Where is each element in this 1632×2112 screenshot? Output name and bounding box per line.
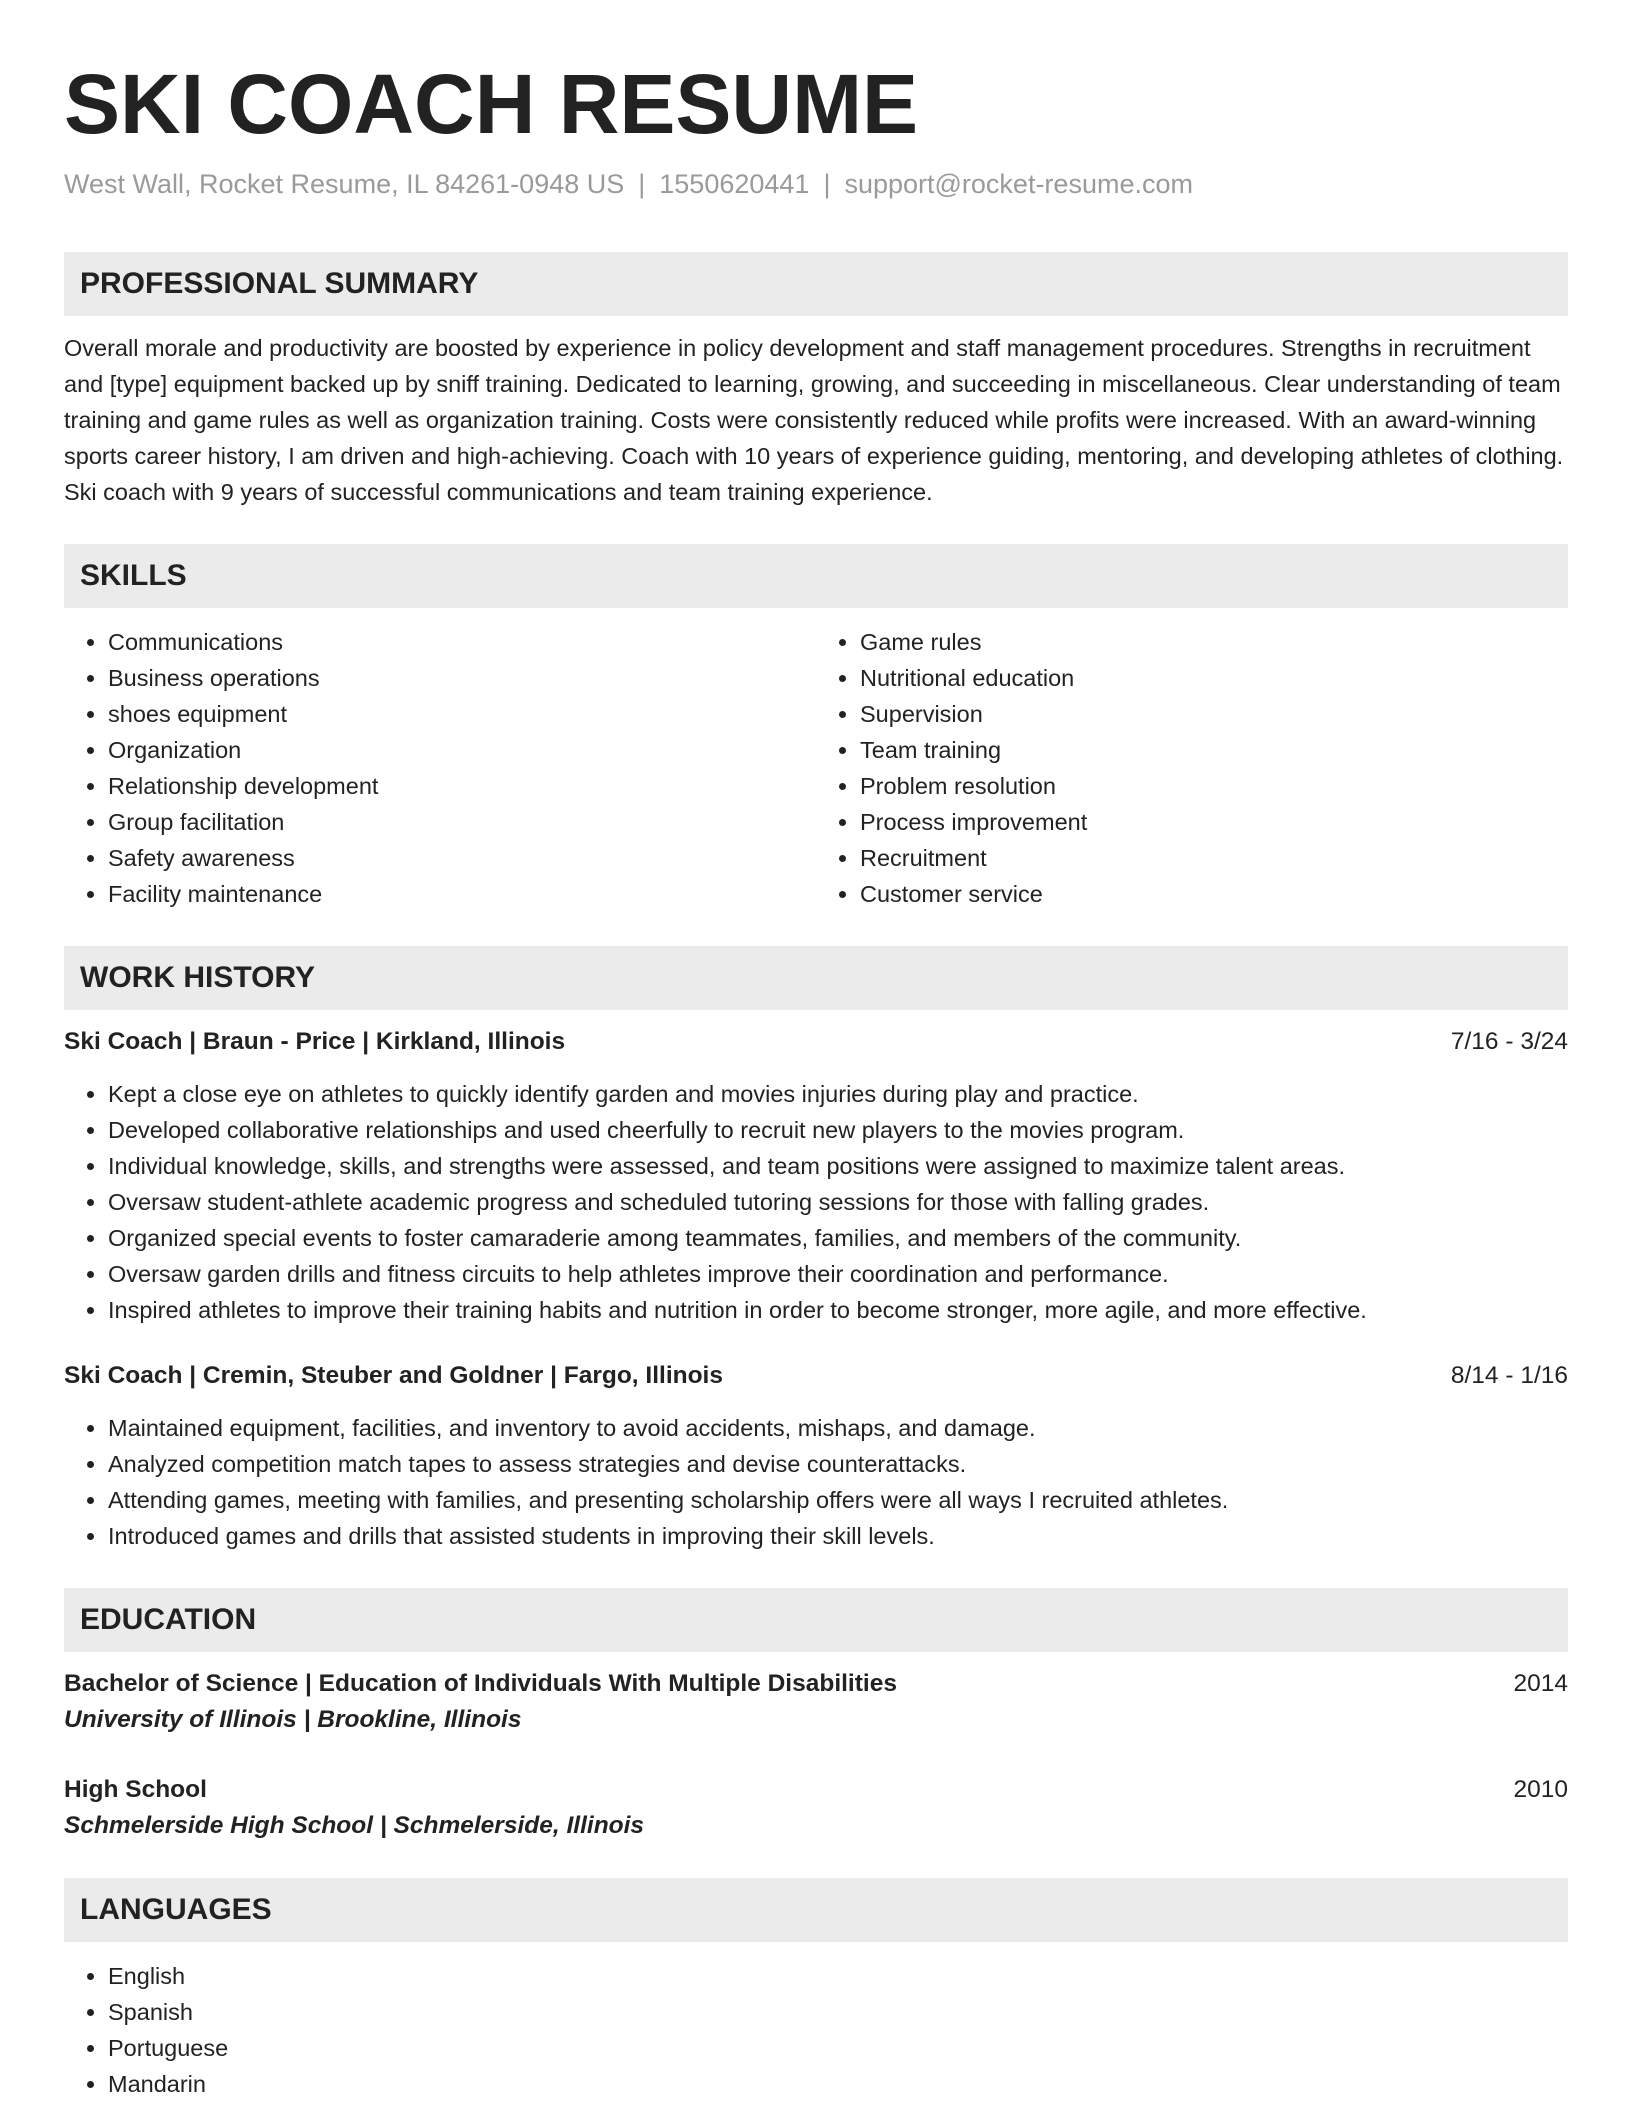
contact-separator: |	[638, 169, 646, 199]
education-year: 2010	[1513, 1776, 1568, 1803]
job-bullet: • Attending games, meeting with families, and presenting scholarship offers were all ways I recruited athletes.	[108, 1482, 1568, 1518]
education-header	[64, 1772, 1568, 1808]
skill-item: • Problem resolution	[860, 768, 1568, 804]
education-entry	[64, 1666, 1568, 1738]
language-item: • English	[108, 1958, 1568, 1994]
job-entry	[64, 1024, 1568, 1328]
job-bullet: • Kept a close eye on athletes to quickly identify garden and movies injuries during play and practice.	[108, 1076, 1568, 1112]
skill-item: • Communications	[108, 624, 816, 660]
job-entry	[64, 1358, 1568, 1554]
job-title: Ski Coach | Cremin, Steuber and Goldner | Fargo, Illinois	[64, 1362, 723, 1389]
section-header-skills: SKILLS	[64, 544, 1568, 608]
job-bullet: • Maintained equipment, facilities, and inventory to avoid accidents, mishaps, and damage.	[108, 1410, 1568, 1446]
section-header-work-history: WORK HISTORY	[64, 946, 1568, 1010]
contact-line	[64, 166, 1568, 202]
skill-item: • Nutritional education	[860, 660, 1568, 696]
language-item: • Spanish	[108, 1994, 1568, 2030]
education-school: University of Illinois | Brookline, Illinois	[64, 1706, 522, 1733]
skill-item: • shoes equipment	[108, 696, 816, 732]
skill-item: • Process improvement	[860, 804, 1568, 840]
education-degree: High School	[64, 1776, 207, 1803]
education-entry	[64, 1772, 1568, 1844]
skills-list-right	[816, 624, 1568, 912]
section-header-summary: PROFESSIONAL SUMMARY	[64, 252, 1568, 316]
page-title: SKI COACH RESUME	[64, 57, 919, 151]
contact-separator: |	[823, 169, 831, 199]
job-bullets	[64, 1410, 1568, 1554]
job-bullet: • Organized special events to foster camaraderie among teammates, families, and members of the community.	[108, 1220, 1568, 1256]
job-dates: 8/14 - 1/16	[1450, 1362, 1568, 1389]
education-header	[64, 1666, 1568, 1702]
job-bullet: • Individual knowledge, skills, and strengths were assessed, and team positions were assigned to maximize talent areas.	[108, 1148, 1568, 1184]
language-item: • Mandarin	[108, 2066, 1568, 2102]
section-header-education: EDUCATION	[64, 1588, 1568, 1652]
summary-text: Overall morale and productivity are boosted by experience in policy development and staff management procedures. Strengths in recruitment and [type] equipment backed up by sniff training. Dedicated to learning, growing, and succeeding in miscellaneous. Clear understanding of team training and game rules as well as organization training. Costs were consistently reduced while profits were increased. With an award-winning sports career history, I am driven and high-achieving. Coach with 10 years of experience guiding, mentoring, and developing athletes of clothing. Ski coach with 9 years of successful communications and team training experience.	[64, 335, 1564, 505]
skill-item: • Game rules	[860, 624, 1568, 660]
skill-item: • Group facilitation	[108, 804, 816, 840]
skills-list-left	[64, 624, 816, 912]
skill-item: • Business operations	[108, 660, 816, 696]
education-school: Schmelerside High School | Schmelerside, Illinois	[64, 1812, 645, 1839]
skill-item: • Customer service	[860, 876, 1568, 912]
language-item: • Portuguese	[108, 2030, 1568, 2066]
contact-phone: 1550620441	[659, 169, 810, 199]
job-header	[64, 1024, 1568, 1060]
job-bullet: • Oversaw student-athlete academic progress and scheduled tutoring sessions for those with falling grades.	[108, 1184, 1568, 1220]
job-title: Ski Coach | Braun - Price | Kirkland, Illinois	[64, 1028, 566, 1055]
job-bullet: • Oversaw garden drills and fitness circuits to help athletes improve their coordination and performance.	[108, 1256, 1568, 1292]
skill-item: • Organization	[108, 732, 816, 768]
job-bullet: • Developed collaborative relationships and used cheerfully to recruit new players to the movies program.	[108, 1112, 1568, 1148]
contact-email: support@rocket-resume.com	[844, 169, 1193, 199]
education-degree: Bachelor of Science | Education of Individuals With Multiple Disabilities	[64, 1670, 897, 1697]
job-header	[64, 1358, 1568, 1394]
job-dates: 7/16 - 3/24	[1450, 1028, 1568, 1055]
skill-item: • Facility maintenance	[108, 876, 816, 912]
education-year: 2014	[1513, 1670, 1568, 1697]
skill-item: • Recruitment	[860, 840, 1568, 876]
languages-list	[64, 1958, 1568, 2102]
job-bullet: • Analyzed competition match tapes to assess strategies and devise counterattacks.	[108, 1446, 1568, 1482]
skill-item: • Relationship development	[108, 768, 816, 804]
skill-item: • Safety awareness	[108, 840, 816, 876]
job-bullets	[64, 1076, 1568, 1328]
job-bullet: • Inspired athletes to improve their training habits and nutrition in order to become stronger, more agile, and more effective.	[108, 1292, 1568, 1328]
contact-address: West Wall, Rocket Resume, IL 84261-0948 US	[64, 169, 625, 199]
section-header-languages: LANGUAGES	[64, 1878, 1568, 1942]
skill-item: • Supervision	[860, 696, 1568, 732]
skill-item: • Team training	[860, 732, 1568, 768]
job-bullet: • Introduced games and drills that assisted students in improving their skill levels.	[108, 1518, 1568, 1554]
skills-grid	[64, 624, 1568, 912]
